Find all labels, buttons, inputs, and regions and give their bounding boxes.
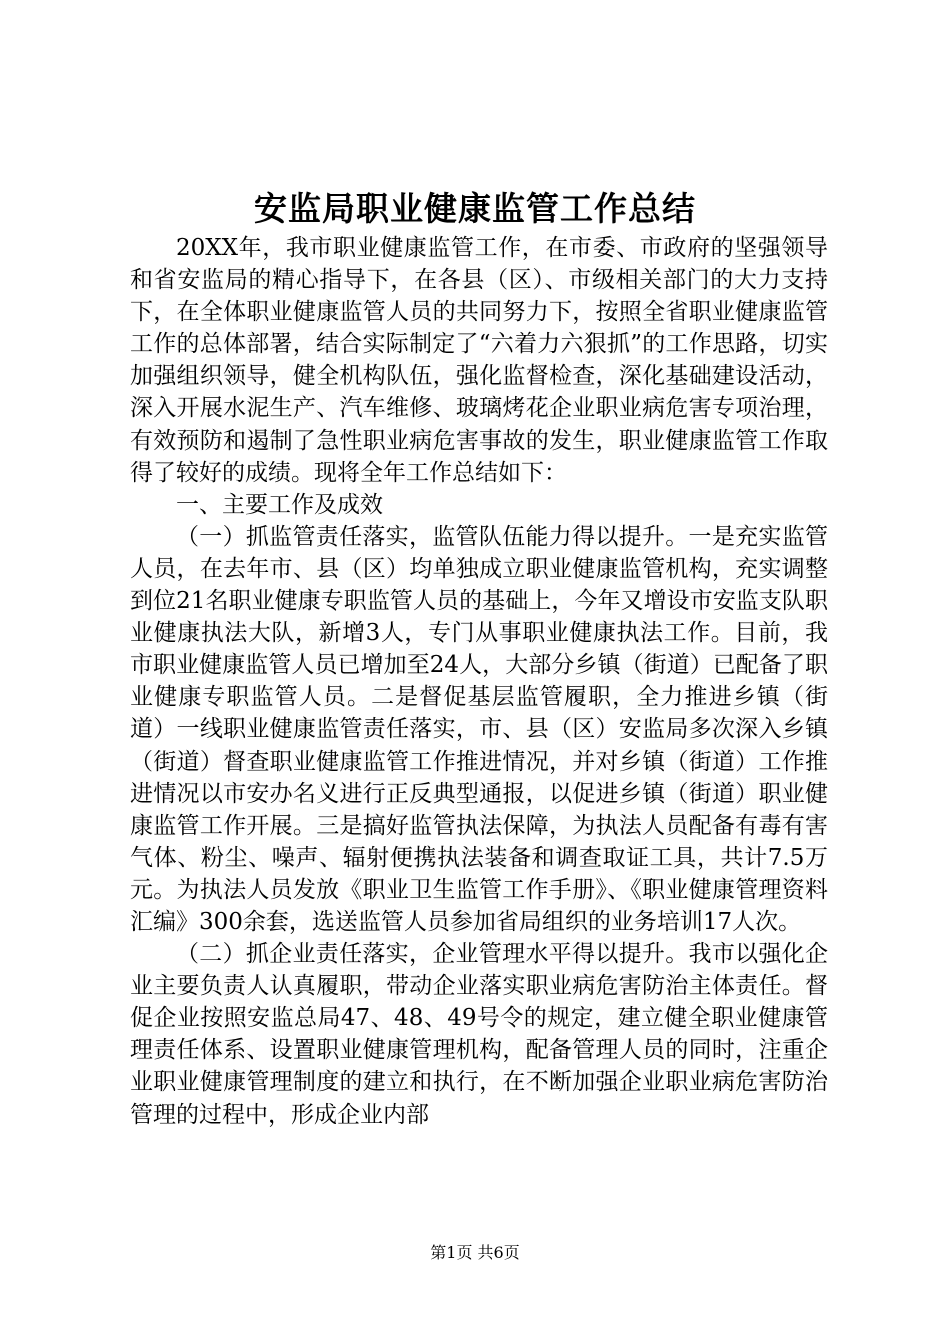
item-paragraph-1: （一）抓监管责任落实，监管队伍能力得以提升。一是充实监管人员，在去年市、县（区）均单独成立职业健康监管机构，充实调整到位21名职业健康专职监管人员的基础上，今年又增设市安监支队职业健康执法大队，新增3人，专门从事职业健康执法工作。目前，我市职业健康监管人员已增加至24人，大部分乡镇（街道）已配备了职业健康专职监管人员。二是督促基层监管履职，全力推进乡镇（街道）一线职业健康监管责任落实，市、县（区）安监局多次深入乡镇（街道）督查职业健康监管工作推进情况，并对乡镇（街道）工作推进情况以市安办名义进行正反典型通报，以促进乡镇（街道）职业健康监管工作开展。三是搞好监管执法保障，为执法人员配备有毒有害气体、粉尘、噪声、辐射便携执法装备和调查取证工具，共计7.5万元。为执法人员发放《职业卫生监管工作手册》、《职业健康管理资料汇编》300余套，选送监管人员参加省局组织的业务培训17人次。 — [130, 523, 828, 935]
item-paragraph-2: （二）抓企业责任落实，企业管理水平得以提升。我市以强化企业主要负责人认真履职，带动企业落实职业病危害防治主体责任。督促企业按照安监总局47、48、49号令的规定，建立健全职业健康管理责任体系、设置职业健康管理机构，配备管理人员的同时，注重企业职业健康管理制度的建立和执行，在不断加强企业职业病危害防治管理的过程中，形成企业内部 — [130, 941, 828, 1128]
document-title: 安监局职业健康监管工作总结 — [254, 189, 696, 228]
page-number-footer: 第1页 共6页 — [430, 1243, 520, 1262]
document-body — [130, 232, 828, 1131]
section-heading: 一、主要工作及成效 — [176, 491, 383, 518]
intro-paragraph: 20XX年，我市职业健康监管工作，在市委、市政府的坚强领导和省安监局的精心指导下，在各县（区）、市级相关部门的大力支持下，在全体职业健康监管人员的共同努力下，按照全省职业健康监管工作的总体部署，结合实际制定了“六着力六狠抓”的工作思路，切实加强组织领导，健全机构队伍，强化监督检查，深化基础建设活动，深入开展水泥生产、汽车维修、玻璃烤花企业职业病危害专项治理，有效预防和遏制了急性职业病危害事故的发生，职业健康监管工作取得了较好的成绩。现将全年工作总结如下： — [130, 235, 828, 486]
